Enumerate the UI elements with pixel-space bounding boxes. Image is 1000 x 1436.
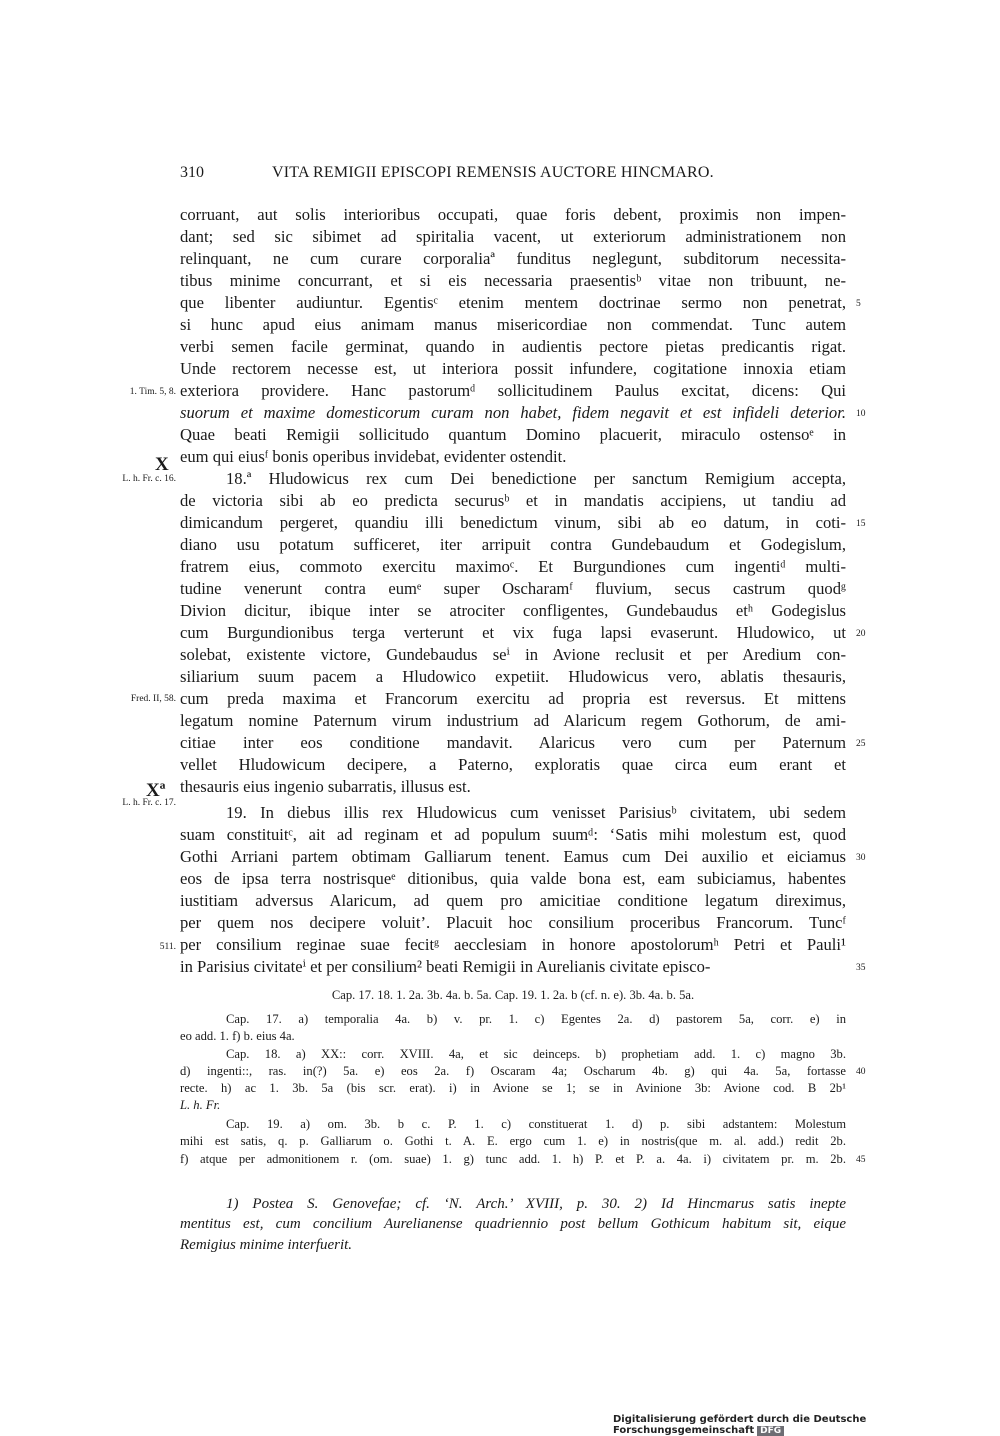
- text-line: verbi semen facile germinat, quando in audientis pectore pietas predicantis rigat.: [180, 337, 846, 356]
- text-line: que libenter audiuntur. Egentisᶜ etenim mentem doctrinae sermo non penetrat,: [180, 293, 846, 312]
- text-line: 18.ª Hludowicus rex cum Dei benedictione per sanctum Remigium accepta,: [226, 469, 846, 488]
- apparatus-line: Cap. 17. 18. 1. 2a. 3b. 4a. b. 5a. Cap. 19. 1. 2a. b (cf. n. e). 3b. 4a. b. 5a.: [331, 988, 695, 1002]
- apparatus-line: L. h. Fr.: [180, 1098, 221, 1112]
- text-line: tudine venerunt contra eumᵉ super Oscharamᶠ fluvium, secus castrum quodᵍ: [180, 579, 846, 598]
- apparatus-line: recte. h) ac 1. 3b. 5a (bis scr. erat). i) in Avione se 1; se in Avinione 3b: Avione cod. B 2b¹: [180, 1081, 846, 1095]
- margin-note: L. h. Fr. c. 17.: [122, 798, 176, 808]
- apparatus-line: f) atque per admonitionem r. (om. suae) 1. g) tunc add. 1. h) P. et P. a. 4a. i) civitatem pr. m. 2b.: [180, 1152, 846, 1166]
- text-line: iustitiam adversus Alaricum, ad quem pro amicitiae conditione legatum direximus,: [180, 891, 846, 910]
- line-number: 20: [856, 629, 866, 639]
- text-line: cum preda maxima et Francorum exercitu ad propria est reversus. Et mittens: [180, 689, 846, 708]
- text-line: siliarium suum pacem a Hludowico expetiit. Hludowicus vero, ablatis thesauris,: [180, 667, 846, 686]
- text-line: cum Burgundionibus terga verterunt et vix fuga lapsi evaserunt. Hludowico, ut: [180, 623, 846, 642]
- page-number: 310: [180, 164, 204, 181]
- text-line: eos de ipsa terra nostrisqueᵉ ditionibus, quia valde bona est, eam subiciamus, habentes: [180, 869, 846, 888]
- margin-note: Fred. II, 58.: [130, 694, 176, 704]
- text-line: vellet Hludowicum decipere, a Paterno, exploratis quae circa eum erant et: [180, 755, 846, 774]
- apparatus-line: eo add. 1. f) b. eius 4a.: [180, 1029, 295, 1043]
- line-number: 30: [856, 853, 866, 863]
- text-line: relinquant, ne cum curare corporaliaª funditus neglegunt, subditorum necessita-: [180, 249, 846, 268]
- text-line: de victoria sibi ab eo predicta securusᵇ et in mandatis accipiens, ut tandiu ad: [180, 491, 846, 510]
- line-number: 15: [856, 519, 866, 529]
- line-number: 5: [856, 299, 861, 309]
- line-number: 45: [856, 1155, 866, 1165]
- text-line: dant; sed sic sibimet ad spiritalia vacent, ut exteriorum administrationem non: [180, 227, 846, 246]
- apparatus-line: Cap. 17. a) temporalia 4a. b) v. pr. 1. c) Egentes 2a. d) pastorem 5a, corr. e) in: [226, 1012, 846, 1026]
- footnote-line: Remigius minime interfuerit.: [180, 1237, 353, 1253]
- text-line: Quae beati Remigii sollicitudo quantum Domino placuerit, miraculo ostensoᵉ in: [180, 425, 846, 444]
- text-line: 19. In diebus illis rex Hludowicus cum venisset Parisiusᵇ civitatem, ubi sedem: [226, 803, 846, 822]
- apparatus-line: Cap. 18. a) XX:: corr. XVIII. 4a, et sic deinceps. b) prophetiam add. 1. c) magno 3b.: [226, 1047, 846, 1061]
- text-line: thesauris eius ingenio subarratis, illusus est.: [180, 777, 471, 796]
- text-line: si hunc apud eius animam manus misericordiae non commendat. Tunc autem: [180, 315, 846, 334]
- text-line: eum qui eiusᶠ bonis operibus invidebat, evidenter ostendit.: [180, 447, 567, 466]
- running-title: VITA REMIGII EPISCOPI REMENSIS AUCTORE HINCMARO.: [272, 164, 714, 181]
- text-line: diano usu potatum sufficeret, iter arripuit contra Gundebaudum et Godegislum,: [180, 535, 846, 554]
- line-number: 40: [856, 1067, 866, 1077]
- text-line: in Parisius civitateⁱ et per consilium² beati Remigii in Aurelianis civitate episco-: [180, 957, 711, 976]
- text-line: tibus minime concurrant, et si eis necessaria praesentisᵇ vitae non tribuunt, ne-: [180, 271, 846, 290]
- text-line: per consilium reginae suae fecitᵍ aecclesiam in honore apostolorumʰ Petri et Pauli¹: [180, 935, 846, 954]
- margin-note: 1. Tim. 5, 8.: [129, 387, 176, 397]
- footer-text: Digitalisierung gefördert durch die Deutsche Forschungsgemeinschaft: [613, 1414, 867, 1436]
- text-line: Divion dicitur, ibique inter se atrociter confligentes, Gundebaudus etʰ Godegislus: [180, 601, 846, 620]
- footnote-line: mentitus est, cum concilium Aurelianense quadriennio post bellum Gothicum habitum sit, eique: [180, 1216, 846, 1232]
- text-line: suam constituitᶜ, ait ad reginam et ad populum suumᵈ: ‘Satis mihi molestum est, quod: [180, 825, 846, 844]
- text-line: suorum et maxime domesticorum curam non habet, fidem negavit et est infideli deterior.: [180, 403, 846, 422]
- line-number: 25: [856, 739, 866, 749]
- apparatus-line: mihi est satis, q. p. Galliarum o. Gothi t. A. E. ergo cum 1. e) in nostris(que m. al. add.) redit 2b.: [180, 1134, 846, 1148]
- text-line: Gothi Arriani partem obtimam Galliarum tenent. Eamus cum Dei auxilio et eiciamus: [180, 847, 846, 866]
- text-line: per quem nos decipere voluit’. Placuit hoc consilium proceribus Francorum. Tuncᶠ: [180, 913, 846, 932]
- chapter-symbol: Xª: [146, 780, 166, 801]
- text-line: fratrem eius, commoto exercitu maximoᶜ. Et Burgundiones cum ingentiᵈ multi-: [180, 557, 846, 576]
- text-line: legatum nomine Paternum virum industrium ad Alaricum regem Gothorum, de ami-: [180, 711, 846, 730]
- text-line: exteriora providere. Hanc pastorumᵈ sollicitudinem Paulus excitat, dicens: Qui: [180, 381, 846, 400]
- text-line: citiae inter eos conditione mandavit. Alaricus vero cum per Paternum: [180, 733, 846, 752]
- apparatus-line: Cap. 19. a) om. 3b. b c. P. 1. c) constituerat 1. d) p. sibi adstantem: Molestum: [226, 1117, 846, 1131]
- margin-note: 511.: [159, 942, 176, 952]
- text-line: corruant, aut solis interioribus occupati, quae foris debent, proximis non impen-: [180, 205, 846, 224]
- dfg-logo: DFG: [757, 1426, 784, 1436]
- footnote-line: 1) Postea S. Genovefae; cf. ‘N. Arch.’ XVIII, p. 30. 2) Id Hincmarus satis inepte: [226, 1196, 846, 1212]
- text-line: dimicandum pergeret, quandiu illi benedictum vinum, sibi ab eo datum, in coti-: [180, 513, 846, 532]
- line-number: 35: [856, 963, 866, 973]
- margin-note: L. h. Fr. c. 16.: [122, 474, 176, 484]
- chapter-symbol: X: [155, 454, 169, 475]
- text-line: solebat, existente victore, Gundebaudus seⁱ in Avione reclusit et per Aredium con-: [180, 645, 846, 664]
- line-number: 10: [856, 409, 866, 419]
- text-line: Unde rectorem necesse est, ut interiora possit infundere, cogitatione innoxia etiam: [180, 359, 846, 378]
- digitization-footer: [613, 1414, 1000, 1436]
- apparatus-line: d) ingenti::, ras. in(?) 5a. e) eos 2a. f) Oscaram 4a; Oscharum 4b. g) qui 4a. 5a, fortasse: [180, 1064, 846, 1078]
